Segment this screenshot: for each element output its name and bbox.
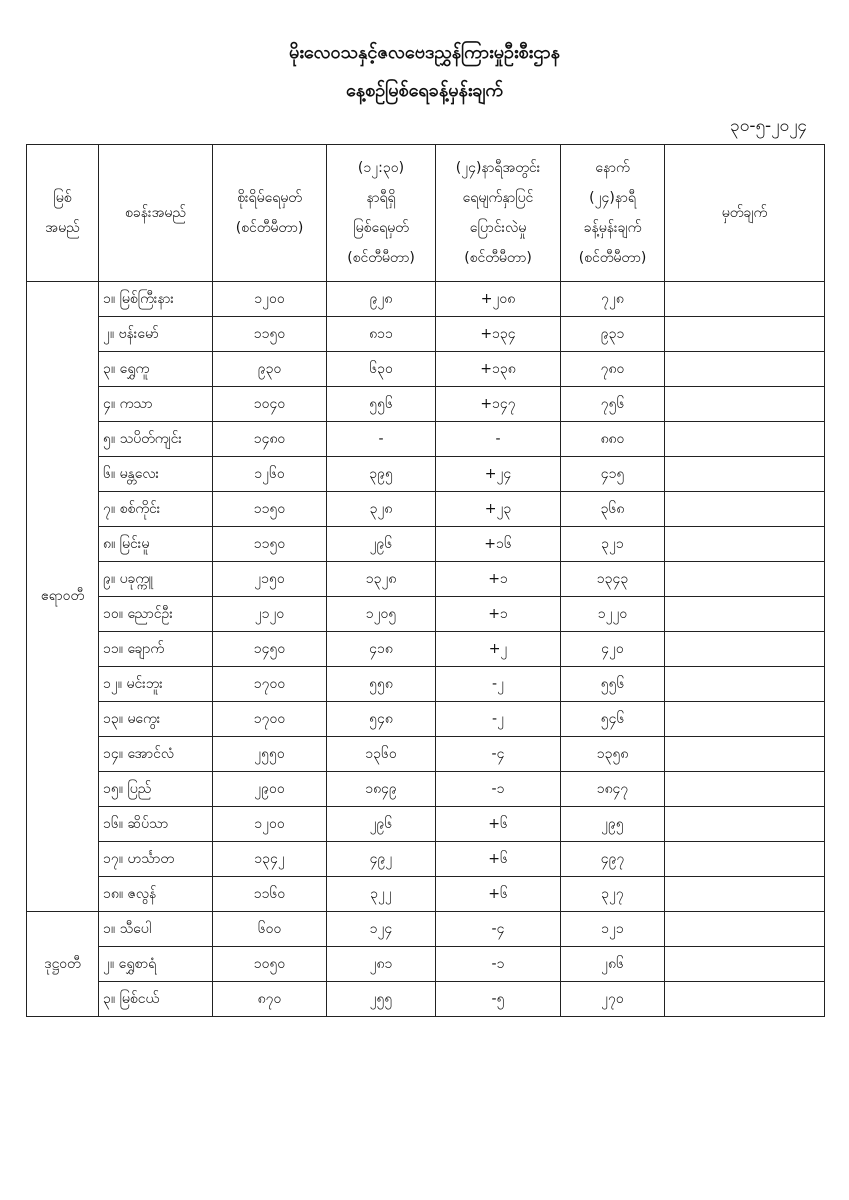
forecast-cell: ၇၂၈ [561,282,665,317]
station-cell: ၁၂။ မင်းဘူး [99,667,213,702]
station-cell: ၂။ ရွှေစာရံ [99,947,213,982]
forecast-cell: ၁၂၁ [561,912,665,947]
water-level-cell: - [327,422,436,457]
danger-level-cell: ၉၃၀ [213,352,327,387]
table-row [27,562,825,597]
change-cell: +၁၃၈ [436,352,561,387]
table-row [27,632,825,667]
column-header-line: စခန်းအမည် [125,205,186,221]
table-row [27,842,825,877]
water-level-cell: ၂၉၆ [327,807,436,842]
table-row [27,982,825,1017]
danger-level-cell: ၂၅၅၀ [213,737,327,772]
forecast-cell: ၅၄၆ [561,702,665,737]
remark-cell [665,282,825,317]
danger-level-cell: ၁၀၄၀ [213,387,327,422]
forecast-cell: ၇၅၆ [561,387,665,422]
forecast-cell: ၄၂၀ [561,632,665,667]
table-row [27,912,825,947]
forecast-cell: ၁၈၄၇ [561,772,665,807]
forecast-cell: ၃၂၇ [561,877,665,912]
water-level-cell: ၁၃၆၀ [327,737,436,772]
table-row [27,457,825,492]
table-row [27,597,825,632]
forecast-cell: ၁၃၅၈ [561,737,665,772]
station-cell: ၃။ ရွှေကူ [99,352,213,387]
water-level-cell: ၃၂၈ [327,492,436,527]
remark-cell [665,842,825,877]
change-header [436,145,561,282]
danger-level-cell: ၈၇၀ [213,982,327,1017]
change-cell: +၁၃၄ [436,317,561,352]
forecast-header [561,145,665,282]
change-cell: +၁ [436,597,561,632]
remark-cell [665,317,825,352]
column-header-line: (စင်တီမီတာ) [464,250,532,266]
change-cell: +၁၄၇ [436,387,561,422]
water-level-cell: ၁၂၄ [327,912,436,947]
station-header [99,145,213,282]
danger-level-header [213,145,327,282]
table-row [27,352,825,387]
forecast-cell: ၇၈၀ [561,352,665,387]
column-header-line: နာရီရှိ [366,190,396,206]
column-header-line: မှတ်ချက် [721,205,768,221]
table-row [27,702,825,737]
water-level-cell: ၁၂၀၅ [327,597,436,632]
forecast-table [26,144,825,1017]
danger-level-cell: ၁၁၅၀ [213,527,327,562]
table-row [27,772,825,807]
change-cell: +၁ [436,562,561,597]
danger-level-cell: ၆၀၀ [213,912,327,947]
change-cell: +၂၀၈ [436,282,561,317]
danger-level-cell: ၁၁၆၀ [213,877,327,912]
change-cell: +၂ [436,632,561,667]
column-header-line: နောက် [595,160,630,176]
station-cell: ၇။ စစ်ကိုင်း [99,492,213,527]
danger-level-cell: ၁၁၅၀ [213,492,327,527]
water-level-cell: ၄၉၂ [327,842,436,877]
change-cell: - [436,422,561,457]
change-cell: -၄ [436,737,561,772]
forecast-cell: ၅၅၆ [561,667,665,702]
water-level-cell: ၂၈၁ [327,947,436,982]
change-cell: -၅ [436,982,561,1017]
forecast-cell: ၄၉၇ [561,842,665,877]
forecast-cell: ၈၈၀ [561,422,665,457]
table-row [27,947,825,982]
danger-level-cell: ၁၂၀၀ [213,282,327,317]
table-row [27,737,825,772]
remark-cell [665,807,825,842]
station-cell: ၆။ မန္တလေး [99,457,213,492]
remark-cell [665,737,825,772]
remark-cell [665,387,825,422]
remark-cell [665,352,825,387]
danger-level-cell: ၂၁၂၀ [213,597,327,632]
remark-cell [665,562,825,597]
column-header-line: အမည် [45,220,80,236]
remark-header [665,145,825,282]
station-cell: ၁။ သီပေါ [99,912,213,947]
station-cell: ၁။ မြစ်ကြီးနား [99,282,213,317]
remark-cell [665,982,825,1017]
station-cell: ၄။ ကသာ [99,387,213,422]
station-cell: ၁၃။ မကွေး [99,702,213,737]
station-cell: ၂။ ဗန်းမော် [99,317,213,352]
station-cell: ၁၁။ ချောက် [99,632,213,667]
station-cell: ၈။ မြင်းမူ [99,527,213,562]
table-row [27,877,825,912]
change-cell: +၆ [436,842,561,877]
station-cell: ၁၅။ ပြည် [99,772,213,807]
remark-cell [665,527,825,562]
danger-level-cell: ၁၇၀၀ [213,702,327,737]
table-row [27,527,825,562]
remark-cell [665,772,825,807]
column-header-line: စိုးရိမ်ရေမှတ် [237,190,302,206]
forecast-cell: ၁၃၄၃ [561,562,665,597]
change-cell: -၁ [436,772,561,807]
header-row [27,145,825,282]
column-header-line: (၁၂:၃၀) [357,160,405,176]
danger-level-cell: ၁၂၆၀ [213,457,327,492]
water-level-cell: ၁၃၂၈ [327,562,436,597]
water-level-cell: ၈၁၁ [327,317,436,352]
table-row [27,422,825,457]
danger-level-cell: ၂၉၀၀ [213,772,327,807]
remark-cell [665,597,825,632]
change-cell: +၂၄ [436,457,561,492]
change-cell: -၄ [436,912,561,947]
table-header [27,145,825,282]
column-header-line: (စင်တီမီတာ) [578,250,647,266]
page-subtitle: နေ့စဉ်မြစ်ရေခန့်မှန်းချက် [346,80,503,101]
water-level-cell: ၁၈၄၉ [327,772,436,807]
forecast-cell: ၁၂၂၀ [561,597,665,632]
danger-level-cell: ၁၇၀၀ [213,667,327,702]
station-cell: ၁၆။ ဆိပ်သာ [99,807,213,842]
change-cell: -၁ [436,947,561,982]
remark-cell [665,947,825,982]
danger-level-cell: ၁၂၀၀ [213,807,327,842]
danger-level-cell: ၁၄၅၀ [213,632,327,667]
water-level-cell: ၅၅၆ [327,387,436,422]
remark-cell [665,457,825,492]
river-header [27,145,99,282]
remark-cell [665,422,825,457]
forecast-cell: ၂၉၅ [561,807,665,842]
station-cell: ၁၈။ ဇလွန် [99,877,213,912]
danger-level-cell: ၁၀၅၀ [213,947,327,982]
table-row [27,317,825,352]
station-cell: ၁၇။ ဟင်္သာတ [99,842,213,877]
water-level-cell: ၅၄၈ [327,702,436,737]
change-cell: +၆ [436,807,561,842]
remark-cell [665,667,825,702]
column-header-line: (၂၄)နာရီအတွင်း [455,160,541,176]
danger-level-cell: ၁၁၅၀ [213,317,327,352]
change-cell: +၁၆ [436,527,561,562]
remark-cell [665,702,825,737]
station-cell: ၁၄။ အောင်လံ [99,737,213,772]
water-level-cell: ၄၁၈ [327,632,436,667]
remark-cell [665,877,825,912]
change-cell: +၆ [436,877,561,912]
water-level-cell: ၆၃၀ [327,352,436,387]
forecast-cell: ၄၁၅ [561,457,665,492]
forecast-cell: ၃၆၈ [561,492,665,527]
column-header-line: ပြောင်းလဲမှု [469,220,527,236]
remark-cell [665,912,825,947]
table-row [27,807,825,842]
table-row [27,492,825,527]
change-cell: -၂ [436,702,561,737]
danger-level-cell: ၁၄၈၀ [213,422,327,457]
table-body [27,282,825,1017]
column-header-line: (၂၄)နာရီ [589,190,636,206]
station-cell: ၉။ ပခုက္ကူ [99,562,213,597]
table-row [27,667,825,702]
river-name-cell: ဒုဋ္ဌဝတီ [27,912,99,1017]
station-cell: ၁၀။ ညောင်ဦး [99,597,213,632]
table-row [27,387,825,422]
water-level-cell: ၃၂၂ [327,877,436,912]
station-cell: ၅။ သပိတ်ကျင်း [99,422,213,457]
water-level-cell: ၃၉၅ [327,457,436,492]
forecast-cell: ၃၂၁ [561,527,665,562]
report-date: ၃၀-၅-၂၀၂၄ [730,116,807,136]
table-row [27,282,825,317]
forecast-cell: ၂၈၆ [561,947,665,982]
station-cell: ၃။ မြစ်ငယ် [99,982,213,1017]
change-cell: +၂၃ [436,492,561,527]
water-level-cell: ၂၉၆ [327,527,436,562]
river-name-cell: ဧရာဝတီ [27,282,99,912]
forecast-cell: ၉၃၁ [561,317,665,352]
column-header-line: ရေမျက်နှာပြင် [462,190,534,206]
column-header-line: မြစ်ရေမှတ် [353,220,409,236]
column-header-line: မြစ် [53,190,72,206]
danger-level-cell: ၂၁၅၀ [213,562,327,597]
danger-level-cell: ၁၃၄၂ [213,842,327,877]
remark-cell [665,632,825,667]
water-level-header [327,145,436,282]
water-level-cell: ၂၅၅ [327,982,436,1017]
column-header-line: (စင်တီမီတာ) [235,220,304,236]
forecast-cell: ၂၇၀ [561,982,665,1017]
column-header-line: ခန့်မှန်းချက် [583,220,642,236]
column-header-line: (စင်တီမီတာ) [347,250,415,266]
water-level-cell: ၅၅၈ [327,667,436,702]
remark-cell [665,492,825,527]
page-title: မိုးလေဝသနှင့်ဇလဗေဒညွှန်ကြားမှုဦးစီးဌာန [289,42,560,63]
water-level-cell: ၉၂၈ [327,282,436,317]
change-cell: -၂ [436,667,561,702]
